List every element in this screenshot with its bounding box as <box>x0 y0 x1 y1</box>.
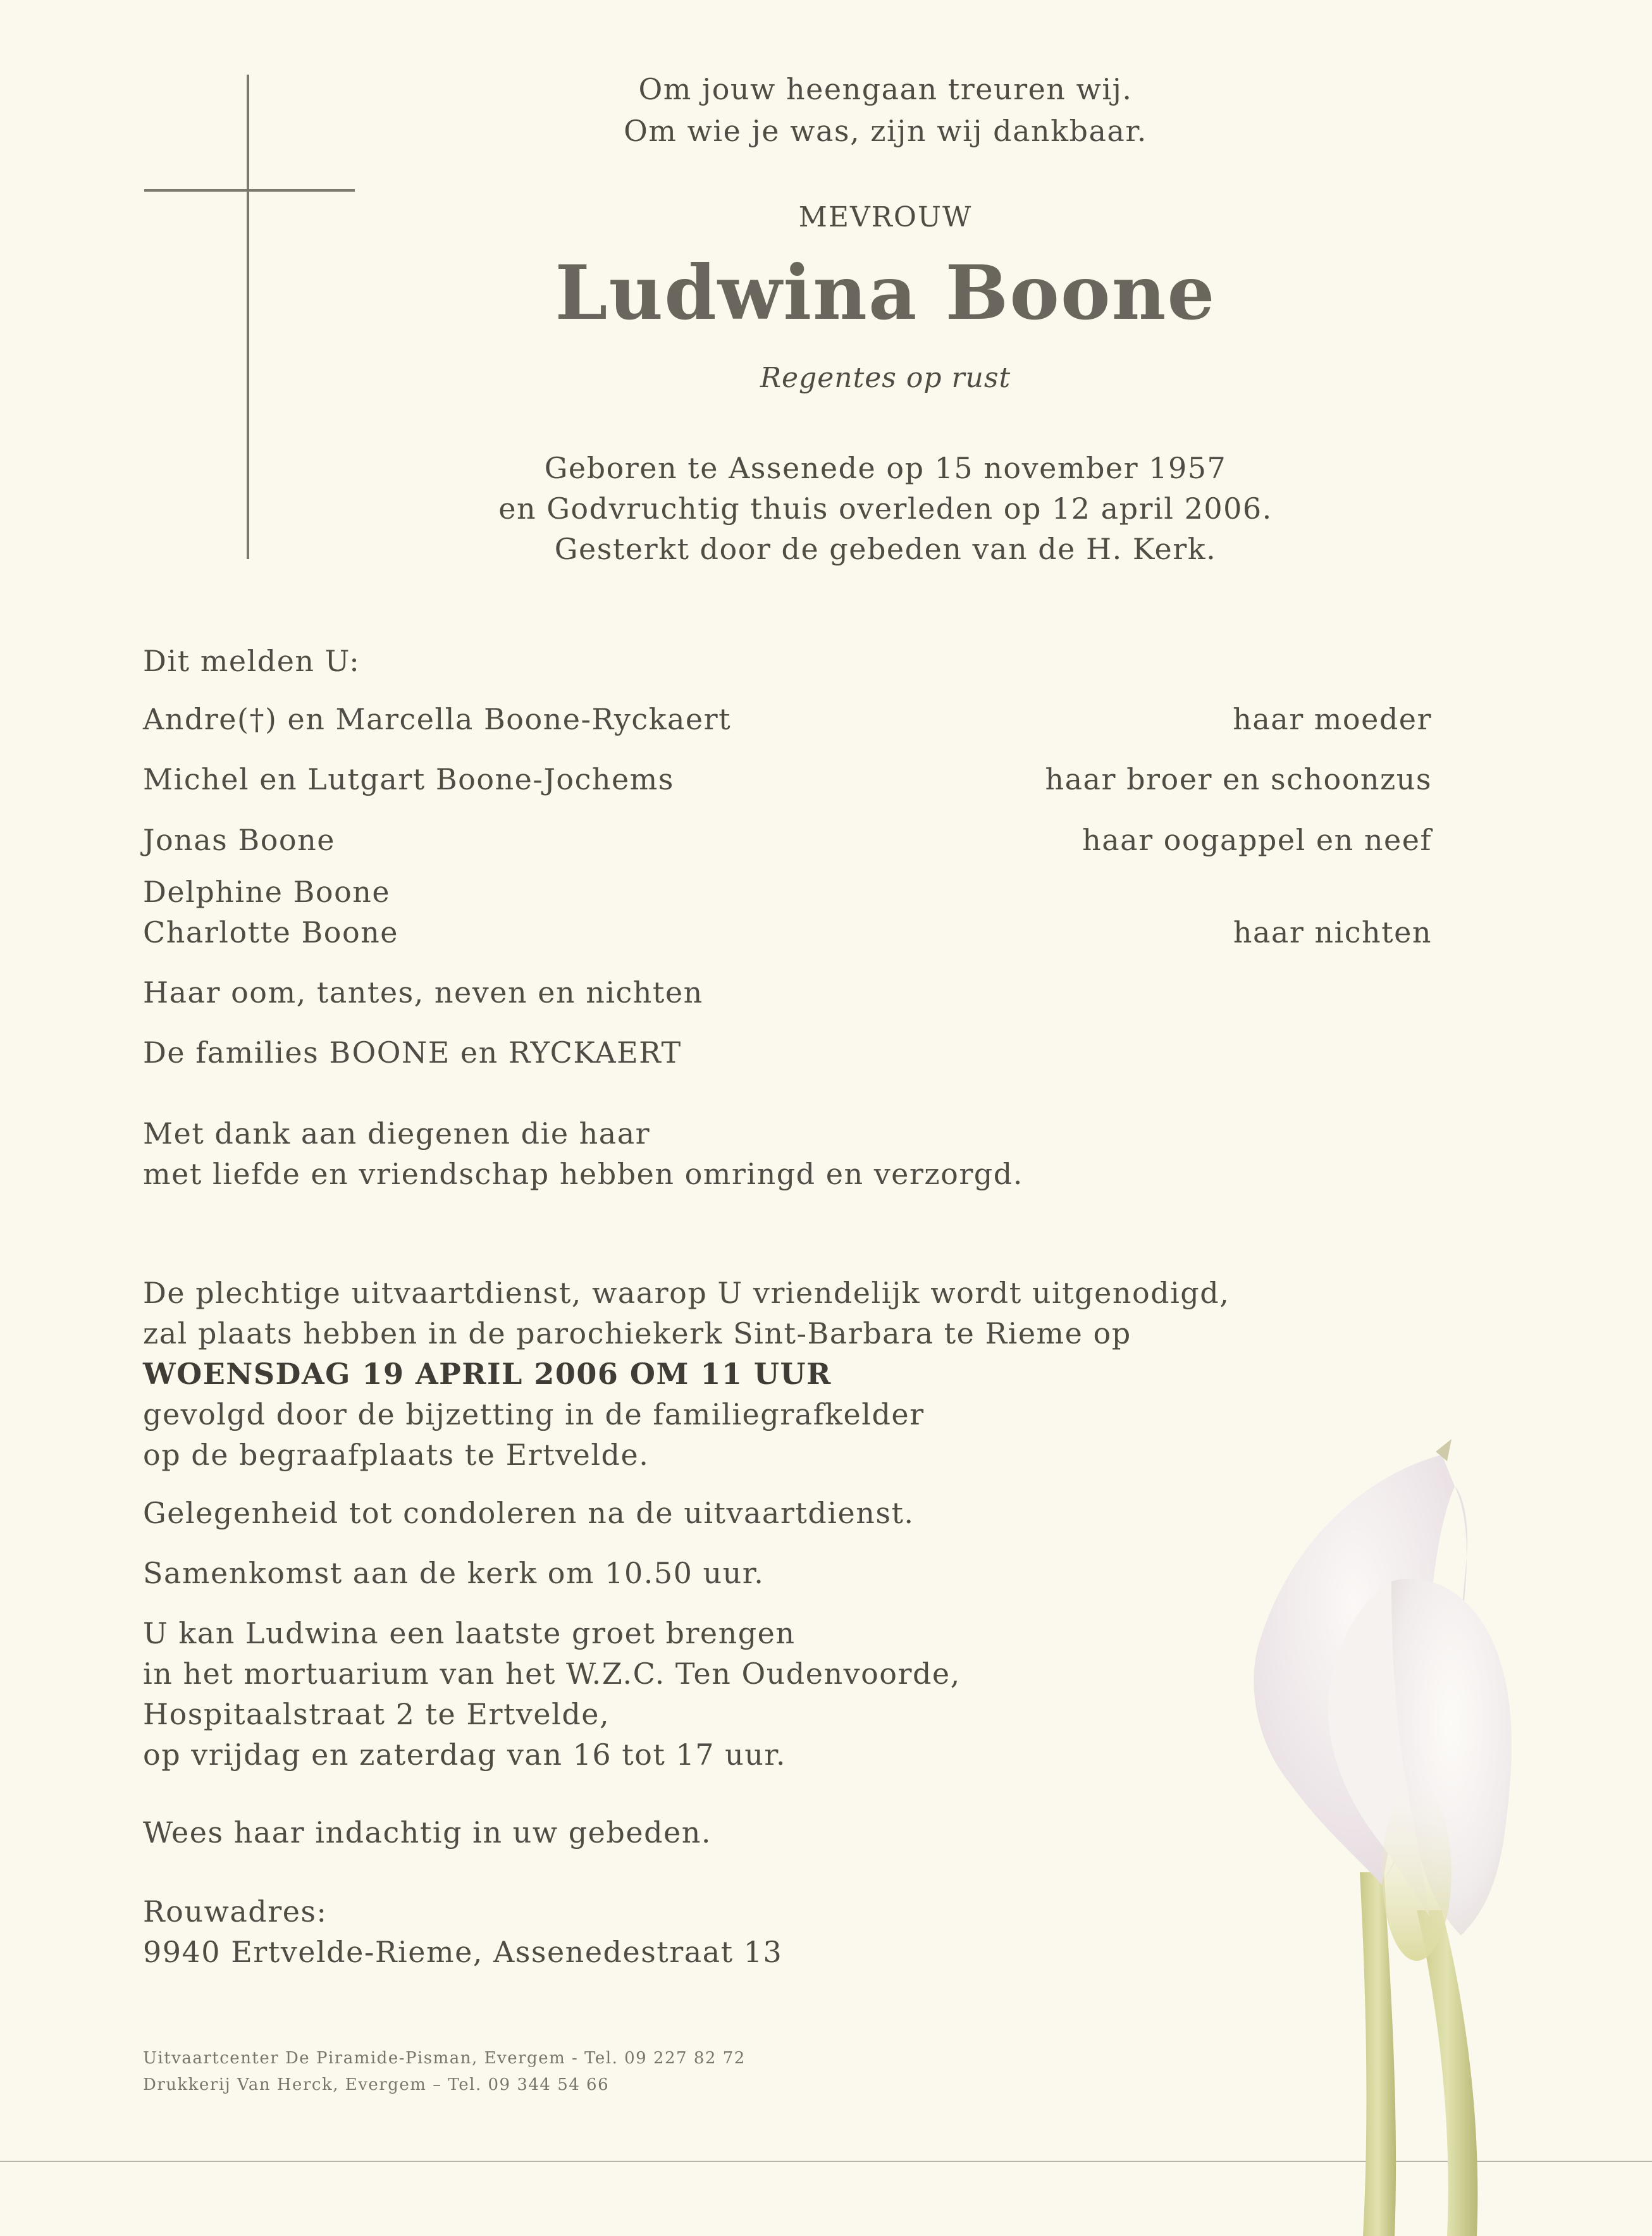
calla-lily-icon <box>1233 1392 1652 2236</box>
dates-line: Gesterkt door de gebeden van de H. Kerk. <box>554 532 1217 566</box>
condolence-text: Gelegenheid tot condoleren na de uitvaartdienst. <box>143 1496 915 1530</box>
relative-name: Michel en Lutgart Boone-Jochems <box>143 762 674 796</box>
service-line: gevolgd door de bijzetting in de familiegrafkelder <box>143 1397 925 1431</box>
life-dates <box>468 448 1303 569</box>
relative-name: Haar oom, tantes, neven en nichten <box>143 975 703 1010</box>
service-line: op de begraafplaats te Ertvelde. <box>143 1438 650 1472</box>
relative-name: Charlotte Boone <box>143 915 398 949</box>
relative-role: haar moeder <box>1233 702 1432 736</box>
motto-line: Om jouw heengaan treuren wij. <box>638 72 1133 106</box>
address-block <box>143 1891 782 1972</box>
service-date: WOENSDAG 19 APRIL 2006 OM 11 UUR <box>143 1357 832 1391</box>
dates-line: en Godvruchtig thuis overleden op 12 april 2006. <box>498 491 1273 526</box>
announce-label: Dit melden U: <box>143 644 361 678</box>
motto-line: Om wie je was, zijn wij dankbaar. <box>624 114 1147 148</box>
visit-line: Hospitaalstraat 2 te Ertvelde, <box>143 1697 610 1731</box>
motto <box>468 68 1303 152</box>
relative-role: haar broer en schoonzus <box>1045 762 1432 796</box>
address-label: Rouwadres: <box>143 1894 328 1929</box>
deceased-name: Ludwina Boone <box>555 249 1216 337</box>
footer-line: Drukkerij Van Herck, Evergem – Tel. 09 344 54 66 <box>143 2075 610 2094</box>
relative-name: Delphine Boone <box>143 875 391 909</box>
relative-role: haar nichten <box>1233 915 1432 949</box>
relative-name: Andre(†) en Marcella Boone-Ryckaert <box>143 702 732 736</box>
service-line: De plechtige uitvaartdienst, waarop U vriendelijk wordt uitgenodigd, <box>143 1276 1230 1310</box>
service-line: zal plaats hebben in de parochiekerk Sint-Barbara te Rieme op <box>143 1316 1131 1350</box>
visit-line: op vrijdag en zaterdag van 16 tot 17 uur. <box>143 1738 786 1772</box>
visit-line: in het mortuarium van het W.Z.C. Ten Oudenvoorde, <box>143 1657 961 1691</box>
relative-name: De families BOONE en RYCKAERT <box>143 1035 682 1070</box>
relative-name: Jonas Boone <box>143 823 335 857</box>
address-value: 9940 Ertvelde-Rieme, Assenedestraat 13 <box>143 1935 783 1969</box>
deceased-title: Regentes op rust <box>760 362 1011 394</box>
cross-icon-bar <box>144 189 355 192</box>
service-text <box>143 1273 1230 1475</box>
remember-text: Wees haar indachtig in uw gebeden. <box>143 1815 712 1850</box>
dates-line: Geboren te Assenede op 15 november 1957 <box>544 451 1227 485</box>
thanks-text <box>143 1113 1023 1194</box>
footer-line: Uitvaartcenter De Piramide-Pisman, Evergem - Tel. 09 227 82 72 <box>143 2049 746 2068</box>
thanks-line: met liefde en vriendschap hebben omringd en verzorgd. <box>143 1157 1023 1191</box>
cross-icon <box>247 75 249 559</box>
thanks-line: Met dank aan diegenen die haar <box>143 1116 651 1151</box>
visit-text <box>143 1613 961 1775</box>
visit-line: U kan Ludwina een laatste groet brengen <box>143 1616 796 1650</box>
title-prefix: MEVROUW <box>798 201 973 233</box>
meeting-text: Samenkomst aan de kerk om 10.50 uur. <box>143 1556 765 1590</box>
footer-credits <box>143 2045 746 2098</box>
relative-role: haar oogappel en neef <box>1082 823 1432 857</box>
